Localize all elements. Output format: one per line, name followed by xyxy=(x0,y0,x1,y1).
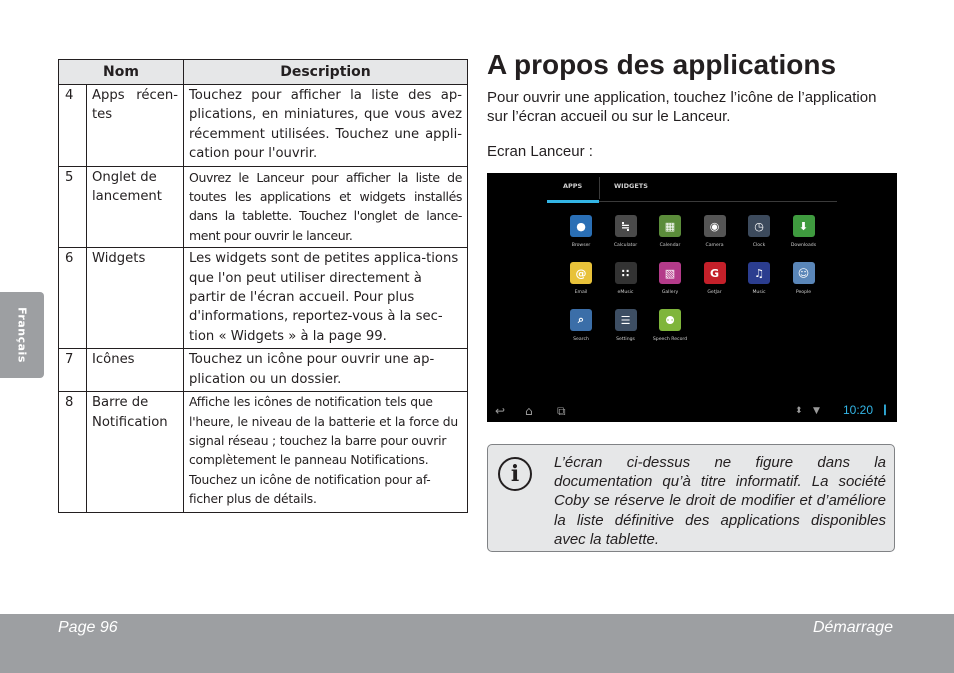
section-name: Démarrage xyxy=(812,619,893,636)
row-description: Touchez un icône pour ouvrir une ap-plication ou un dossier. xyxy=(184,349,468,392)
settings-icon: ☰ xyxy=(615,309,637,331)
header-name: Nom xyxy=(59,60,184,85)
intro-text: Pour ouvrir une application, touchez l’icône de l’application sur l’écran accueil ou sur le Lanceur. xyxy=(487,89,877,125)
calculator-icon: ≒ xyxy=(615,215,637,237)
app-label: Calendar xyxy=(659,243,681,248)
music-icon: ♫ xyxy=(748,262,770,284)
active-tab-indicator xyxy=(547,200,599,203)
launcher-caption: Ecran Lanceur : xyxy=(487,143,593,160)
row-name: Apps récen-tes xyxy=(87,85,184,167)
row-description: Affiche les icônes de notification tels que l'heure, le niveau de la batterie et la force du signal réseau ; touchez la barre pour ouvrir complètement le panneau Notifications. Touchez un icône de notification pour af-ficher plus de détails. xyxy=(184,392,468,512)
app-getjar[interactable] xyxy=(693,262,737,295)
home-icon: ⌂ xyxy=(525,404,533,418)
app-label: Camera xyxy=(705,243,724,248)
app-downloads[interactable] xyxy=(782,215,826,248)
getjar-icon: G xyxy=(704,262,726,284)
clock-icon: ◷ xyxy=(748,215,770,237)
calendar-icon: ▦ xyxy=(659,215,681,237)
row-name: Widgets xyxy=(87,248,184,349)
app-label: Music xyxy=(752,290,766,295)
app-calculator[interactable] xyxy=(604,215,648,248)
app-label: Search xyxy=(573,337,589,342)
app-label: Email xyxy=(574,290,588,295)
language-label: Français xyxy=(15,307,29,363)
row-name: Icônes xyxy=(87,349,184,392)
system-bar xyxy=(487,401,897,422)
app-music[interactable] xyxy=(737,262,781,295)
info-note xyxy=(487,444,895,552)
app-label: Clock xyxy=(752,243,766,248)
table-header-row xyxy=(59,60,468,85)
row-description: Les widgets sont de petites applica-tions que l'on peut utiliser directement à partir de l'écran accueil. Pour plus d'informations, reportez-vous à la sec-tion « Widgets » à la page 99. xyxy=(184,248,468,349)
app-calendar[interactable] xyxy=(648,215,692,248)
table-row xyxy=(59,85,468,167)
row-description: Touchez pour afficher la liste des ap-plications, en miniatures, que vous avez récemment utilisées. Touchez une appli-cation pour l'ouvrir. xyxy=(184,85,468,167)
row-description: Ouvrez le Lanceur pour afficher la liste de toutes les applications et widgets installés dans la tablette. Touchez l'onglet de lance-ment pour ouvrir le lanceur. xyxy=(184,166,468,248)
language-tab xyxy=(0,292,44,378)
app-label: Browser xyxy=(571,243,591,248)
table-row xyxy=(59,248,468,349)
tab-apps: APPS xyxy=(563,182,583,190)
app-people[interactable] xyxy=(782,262,826,295)
page-footer xyxy=(0,614,954,673)
camera-icon: ◉ xyxy=(704,215,726,237)
note-text: L’écran ci-dessus ne figure dans la documentation qu’à titre informatif. La société Coby se réserve le droit de modifier et d’améliore la liste définitive des applications disponibles avec la tablette. xyxy=(554,454,886,548)
info-icon: i xyxy=(498,457,532,491)
app-camera[interactable] xyxy=(693,215,737,248)
table-row xyxy=(59,166,468,248)
status-clock: 10:20 xyxy=(842,403,873,417)
table-row xyxy=(59,392,468,512)
page-number: Page 96 xyxy=(58,619,118,636)
battery-icon: ▎ xyxy=(884,406,891,416)
app-gallery[interactable] xyxy=(648,262,692,295)
email-icon: @ xyxy=(570,262,592,284)
row-number: 4 xyxy=(59,85,87,167)
app-browser[interactable] xyxy=(559,215,603,248)
wifi-icon: ▼ xyxy=(813,406,820,416)
tab-divider xyxy=(599,177,600,199)
app-label: Downloads xyxy=(790,243,817,248)
app-search[interactable] xyxy=(559,309,603,342)
header-description: Description xyxy=(184,60,468,85)
app-label: GetJar xyxy=(707,290,722,295)
app-speech-record[interactable] xyxy=(648,309,692,342)
row-number: 5 xyxy=(59,166,87,248)
people-icon: ☺ xyxy=(793,262,815,284)
row-number: 7 xyxy=(59,349,87,392)
app-label: Gallery xyxy=(661,290,679,295)
app-settings[interactable] xyxy=(604,309,648,342)
android-icon: ⚉ xyxy=(659,309,681,331)
app-label: eMusic xyxy=(617,290,634,295)
tab-widgets: WIDGETS xyxy=(614,182,648,190)
app-clock[interactable] xyxy=(737,215,781,248)
download-icon: ⬇ xyxy=(793,215,815,237)
app-emusic[interactable] xyxy=(604,262,648,295)
row-name: Barre de Notification xyxy=(87,392,184,512)
app-email[interactable] xyxy=(559,262,603,295)
launcher-screenshot xyxy=(487,173,897,422)
globe-icon: ● xyxy=(570,215,592,237)
app-label: People xyxy=(795,290,812,295)
app-label: Settings xyxy=(616,337,635,342)
gallery-icon: ▧ xyxy=(659,262,681,284)
row-name: Onglet de lancement xyxy=(87,166,184,248)
launcher-tab-bar xyxy=(547,173,837,202)
recent-apps-icon: ⧉ xyxy=(557,404,566,418)
app-label: Calculator xyxy=(613,243,638,248)
row-number: 8 xyxy=(59,392,87,512)
table-row xyxy=(59,349,468,392)
search-icon: ⌕ xyxy=(570,309,592,331)
app-label: Speech Record xyxy=(652,337,688,342)
usb-icon: ⬍ xyxy=(795,406,803,416)
back-icon: ↩ xyxy=(495,404,506,418)
page-title: A propos des applications xyxy=(487,49,837,80)
row-number: 6 xyxy=(59,248,87,349)
emusic-icon: ∷ xyxy=(615,262,637,284)
description-table xyxy=(58,59,468,513)
